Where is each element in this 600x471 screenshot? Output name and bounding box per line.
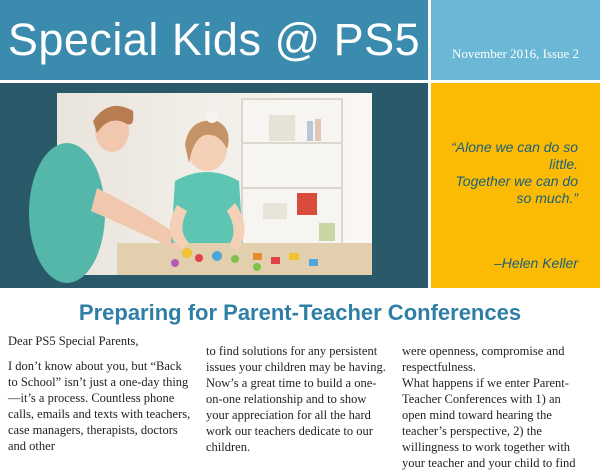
article-column-3 [402, 343, 587, 471]
masthead [0, 0, 428, 80]
quote-line: “Alone we can do so [451, 139, 578, 155]
issue-date: November 2016, Issue 2 [451, 46, 580, 61]
photo-mother-child-playdough-icon [57, 93, 372, 275]
newsletter-title: Special Kids @ PS5 [7, 14, 421, 65]
paragraph: What happens if we enter Parent-Teacher Conferences with 1) an open mind toward hearing the teacher’s perspective, 2) the willingness to work together with your teacher and your child to find [402, 376, 576, 470]
photo-band [0, 83, 428, 288]
article-column-1 [8, 333, 193, 463]
quote-text [428, 139, 578, 207]
quote-line: little. [549, 156, 578, 172]
quote-line: Together we can do [455, 173, 578, 189]
quote-line: so much.” [516, 190, 578, 206]
quote-author: –Helen Keller [493, 255, 578, 271]
paragraph: to find solutions for any persistent issues your children may be having. Now’s a great time to build a one-on-one relationship and to show your appreciation for all the hard work our teachers dedicate to our children. [206, 344, 386, 454]
paragraph: I don’t know about you, but “Back to School” isn’t just a one-day thing—it’s a process. Countless phone calls, emails and texts with teachers, case managers, therapists, doctors and other [8, 359, 191, 453]
issue-box [431, 0, 600, 80]
article-headline: Preparing for Parent-Teacher Conferences [78, 300, 522, 325]
article-column-2 [206, 343, 391, 464]
feature-photo [57, 93, 372, 275]
salutation: Dear PS5 Special Parents, [8, 334, 139, 348]
paragraph: were openness, compromise and respectfulness. [402, 344, 565, 374]
quote-box [431, 83, 600, 288]
